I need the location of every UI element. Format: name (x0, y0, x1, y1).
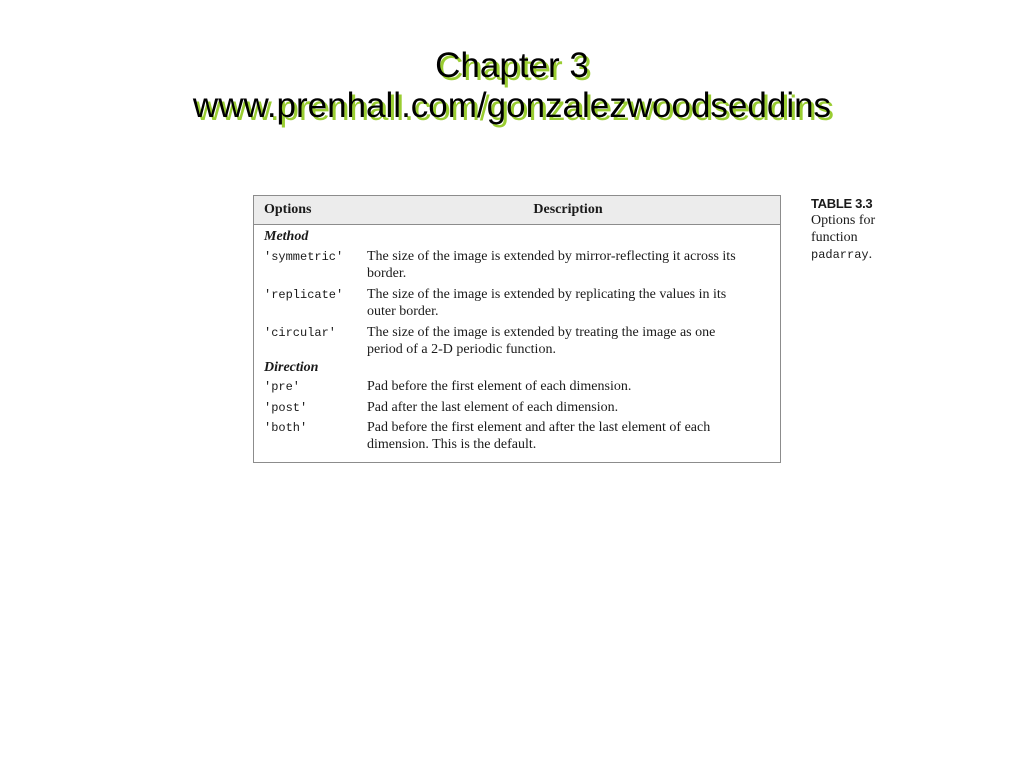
header-options: Options (264, 202, 312, 217)
option-name: 'symmetric' (264, 250, 344, 264)
option-name: 'both' (264, 421, 308, 435)
caption-period: . (868, 247, 873, 262)
description-line: period of a 2-D periodic function. (367, 342, 556, 357)
description-line: Pad after the last element of each dimension. (367, 400, 619, 415)
caption-label: TABLE 3.3 (811, 196, 873, 211)
description-line: Pad before the first element and after the last element of each (367, 420, 711, 435)
option-name: 'circular' (264, 326, 337, 340)
option-description (367, 324, 772, 358)
caption-function-name: padarray (811, 248, 869, 262)
option-name: 'post' (264, 401, 308, 415)
group-label-direction: Direction (264, 360, 319, 375)
caption-function (811, 246, 901, 264)
description-line: Pad before the first element of each dimension. (367, 379, 632, 394)
caption-line: Options for (811, 213, 876, 228)
table-header (254, 196, 780, 225)
option-description (367, 378, 772, 395)
option-name: 'pre' (264, 380, 301, 394)
slide-title-chapter: Chapter 3 (435, 46, 589, 85)
description-line: outer border. (367, 304, 439, 319)
slide-title-url: www.prenhall.com/gonzalezwoodseddins (192, 86, 832, 125)
description-line: The size of the image is extended by treating the image as one (367, 325, 716, 340)
option-name: 'replicate' (264, 288, 344, 302)
option-description (367, 286, 772, 320)
option-description (367, 399, 772, 416)
description-line: border. (367, 266, 407, 281)
description-line: The size of the image is extended by replicating the values in its (367, 287, 727, 302)
header-description: Description (533, 202, 603, 217)
slide-title (0, 46, 1024, 126)
description-line: dimension. This is the default. (367, 437, 537, 452)
options-table (253, 195, 781, 463)
group-label-method: Method (264, 229, 309, 244)
caption-line: function (811, 230, 858, 245)
option-description (367, 419, 772, 453)
table-caption (811, 195, 901, 264)
description-line: The size of the image is extended by mirror-reflecting it across its (367, 249, 736, 264)
option-description (367, 248, 772, 282)
